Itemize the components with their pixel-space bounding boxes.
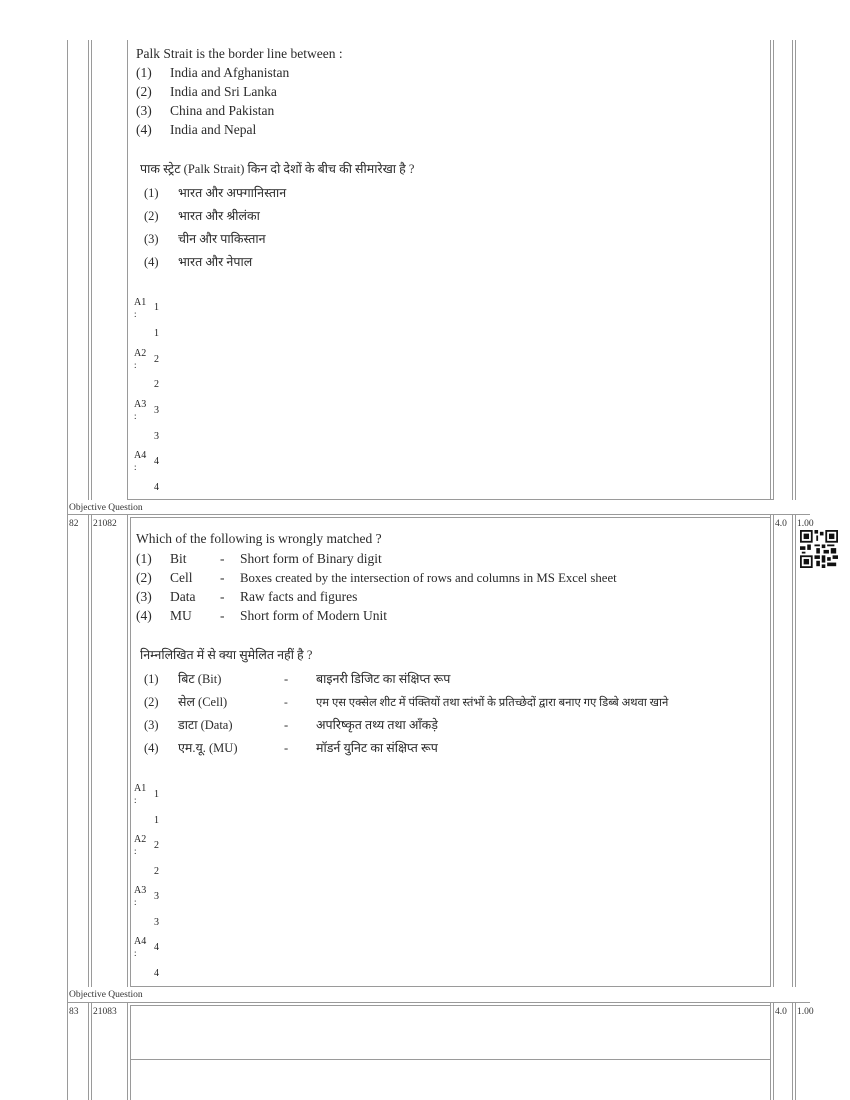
- option-dash: -: [284, 741, 289, 755]
- option-en: [136, 84, 277, 100]
- answer-value: 2: [154, 354, 159, 365]
- option-number: (4): [136, 608, 152, 623]
- answer-value: 3: [154, 891, 159, 902]
- option-term: बिट (Bit): [178, 672, 222, 686]
- grid-line: [88, 514, 89, 987]
- option-hi: [144, 207, 260, 224]
- option-number: (2): [136, 570, 152, 585]
- grid-line: [67, 514, 810, 515]
- option-en: [136, 589, 357, 605]
- answer-colon: :: [134, 411, 137, 421]
- answer-label: A1: [134, 783, 147, 794]
- option-text: India and Nepal: [170, 122, 257, 137]
- question-negative-marks: 1.00: [797, 1007, 814, 1017]
- grid-line: [67, 1002, 810, 1003]
- grid-line: [773, 40, 774, 500]
- question-stem-hi: निम्नलिखित में से क्या सुमेलित नहीं है ?: [140, 648, 313, 662]
- option-text: India and Sri Lanka: [170, 84, 277, 99]
- option-term: MU: [170, 608, 192, 623]
- option-hi: [144, 693, 668, 710]
- option-text: Raw facts and figures: [240, 589, 358, 604]
- answer-value: 4: [154, 456, 159, 467]
- answer-value: 3: [154, 405, 159, 416]
- answer-subvalue: 4: [154, 482, 159, 493]
- answer-label: A1: [134, 297, 147, 308]
- grid-line: [130, 1005, 131, 1100]
- question-serial: 83: [69, 1007, 79, 1017]
- option-number: (3): [144, 232, 159, 246]
- option-term: Bit: [170, 551, 187, 566]
- answer-colon: :: [134, 462, 137, 472]
- grid-line: [127, 40, 128, 500]
- grid-line: [88, 1002, 89, 1100]
- option-number: (2): [144, 209, 159, 223]
- grid-line: [795, 514, 796, 987]
- grid-line: [91, 1002, 92, 1100]
- answer-value: 2: [154, 840, 159, 851]
- answer-value: 1: [154, 302, 159, 313]
- answer-subvalue: 4: [154, 968, 159, 979]
- option-en: [136, 103, 274, 119]
- question-id: 21082: [93, 519, 117, 529]
- option-hi: [144, 253, 252, 270]
- option-dash: -: [284, 697, 288, 709]
- grid-line: [130, 1059, 770, 1060]
- grid-line: [130, 1005, 770, 1006]
- answer-subvalue: 3: [154, 917, 159, 928]
- option-text: भारत और नेपाल: [178, 255, 253, 269]
- option-text: Boxes created by the intersection of rows and columns in MS Excel sheet: [240, 571, 617, 585]
- answer-colon: :: [134, 309, 137, 319]
- grid-line: [88, 40, 89, 500]
- grid-line: [91, 40, 92, 500]
- option-number: (4): [144, 255, 159, 269]
- option-hi: [144, 230, 266, 247]
- question-type-label: Objective Question: [69, 990, 143, 1000]
- question-marks: 4.0: [775, 1007, 787, 1017]
- answer-value: 4: [154, 942, 159, 953]
- question-stem-hi: पाक स्ट्रेट (Palk Strait) किन दो देशों के बीच की सीमारेखा है ?: [140, 162, 415, 176]
- option-dash: -: [220, 570, 225, 585]
- option-text: India and Afghanistan: [170, 65, 290, 80]
- option-number: (1): [144, 672, 159, 686]
- option-term: डाटा (Data): [178, 718, 233, 732]
- answer-subvalue: 1: [154, 815, 159, 826]
- grid-line: [770, 514, 771, 987]
- grid-line: [130, 517, 131, 987]
- option-number: (1): [136, 65, 152, 80]
- option-en: [136, 608, 387, 624]
- grid-line: [773, 514, 774, 987]
- answer-subvalue: 2: [154, 379, 159, 390]
- qr-code-icon: [800, 530, 838, 568]
- option-text: भारत और श्रीलंका: [178, 209, 260, 223]
- option-number: (2): [144, 695, 159, 709]
- answer-subvalue: 2: [154, 866, 159, 877]
- option-text: मॉडर्न युनिट का संक्षिप्त रूप: [316, 741, 438, 755]
- grid-line: [130, 517, 770, 518]
- option-term: Data: [170, 589, 196, 604]
- grid-line: [795, 40, 796, 500]
- answer-label: A2: [134, 834, 147, 845]
- option-number: (3): [136, 589, 152, 604]
- answer-label: A4: [134, 450, 147, 461]
- grid-line: [773, 1002, 774, 1100]
- grid-line: [67, 40, 68, 1100]
- option-dash: -: [284, 718, 289, 732]
- grid-line: [770, 1002, 771, 1100]
- grid-line: [795, 1002, 796, 1100]
- option-hi: [144, 716, 438, 733]
- answer-label: A2: [134, 348, 147, 359]
- grid-line: [91, 514, 92, 987]
- option-hi: [144, 184, 286, 201]
- option-dash: -: [284, 672, 289, 686]
- option-text: Short form of Binary digit: [240, 551, 382, 566]
- option-text: Short form of Modern Unit: [240, 608, 387, 623]
- option-en: [136, 65, 289, 81]
- question-stem-en: Which of the following is wrongly matched ?: [136, 531, 382, 546]
- option-number: (4): [144, 741, 159, 755]
- option-text: भारत और अफ्गानिस्तान: [178, 186, 287, 200]
- option-number: (3): [136, 103, 152, 118]
- question-stem-en: Palk Strait is the border line between :: [136, 46, 343, 61]
- option-text: China and Pakistan: [170, 103, 275, 118]
- grid-line: [127, 499, 773, 500]
- answer-label: A4: [134, 936, 147, 947]
- option-en: [136, 551, 382, 567]
- option-hi: [144, 670, 450, 687]
- answer-colon: :: [134, 948, 137, 958]
- answer-colon: :: [134, 846, 137, 856]
- question-negative-marks: 1.00: [797, 519, 814, 529]
- option-en: [136, 570, 617, 586]
- question-id: 21083: [93, 1007, 117, 1017]
- answer-label: A3: [134, 399, 147, 410]
- option-text: बाइनरी डिजिट का संक्षिप्त रूप: [316, 672, 451, 686]
- question-type-label: Objective Question: [69, 503, 143, 513]
- grid-line: [792, 1002, 793, 1100]
- grid-line: [792, 514, 793, 987]
- question-serial: 82: [69, 519, 79, 529]
- option-number: (1): [144, 186, 159, 200]
- option-number: (2): [136, 84, 152, 99]
- answer-subvalue: 3: [154, 431, 159, 442]
- answer-colon: :: [134, 897, 137, 907]
- answer-label: A3: [134, 885, 147, 896]
- option-hi: [144, 739, 438, 756]
- option-term: एम.यू. (MU): [178, 741, 238, 755]
- answer-colon: :: [134, 360, 137, 370]
- option-dash: -: [220, 608, 225, 623]
- grid-line: [792, 40, 793, 500]
- option-term: Cell: [170, 570, 193, 585]
- option-dash: -: [220, 589, 225, 604]
- answer-value: 1: [154, 789, 159, 800]
- option-text: अपरिष्कृत तथ्य तथा आँकड़े: [316, 718, 438, 732]
- grid-line: [127, 1002, 128, 1100]
- grid-line: [770, 40, 771, 500]
- answer-colon: :: [134, 795, 137, 805]
- grid-line: [130, 986, 770, 987]
- option-text: चीन और पाकिस्तान: [178, 232, 266, 246]
- option-number: (3): [144, 718, 159, 732]
- option-number: (4): [136, 122, 152, 137]
- option-en: [136, 122, 256, 138]
- option-dash: -: [220, 551, 225, 566]
- option-term: सेल (Cell): [178, 695, 228, 709]
- grid-line: [127, 514, 128, 987]
- question-marks: 4.0: [775, 519, 787, 529]
- option-number: (1): [136, 551, 152, 566]
- answer-subvalue: 1: [154, 328, 159, 339]
- option-text: एम एस एक्सेल शीट में पंक्तियों तथा स्तंभों के प्रतिच्छेदों द्वारा बनाए गए डिब्बे अथवा खाने: [316, 697, 669, 709]
